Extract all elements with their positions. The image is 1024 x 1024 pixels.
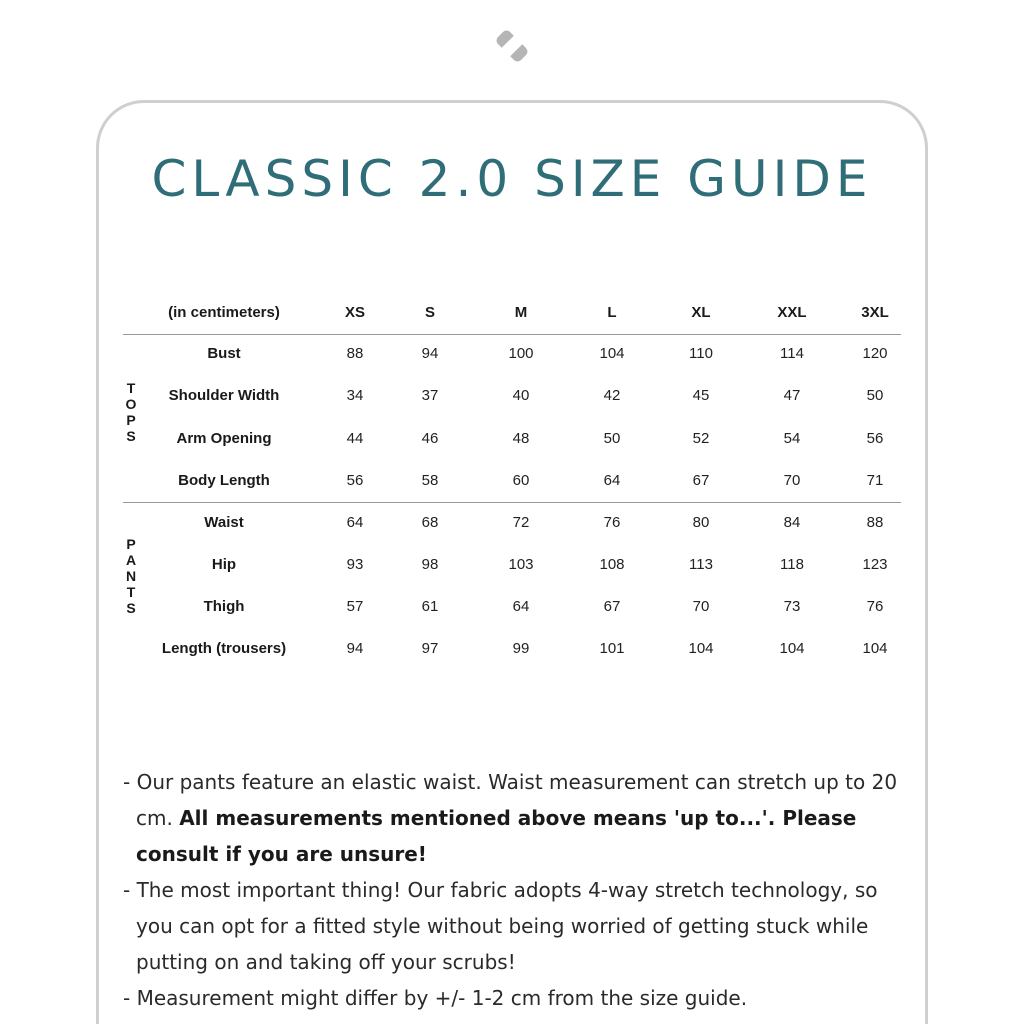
table-cell: 67 [603,598,621,615]
section-label-pants: PANTS [125,536,137,616]
size-header-xxl: XXL [777,304,807,321]
table-cell: 61 [421,598,439,615]
size-header-xl: XL [691,304,711,321]
table-cell: 44 [346,430,364,447]
table-cell: 70 [783,472,801,489]
row-label: Shoulder Width [168,387,280,404]
size-header-s: S [424,304,436,321]
table-cell: 88 [866,514,884,531]
table-cell: 98 [421,556,439,573]
table-cell: 113 [689,556,713,573]
table-cell: 100 [508,345,534,362]
table-cell: 72 [512,514,530,531]
table-cell: 80 [692,514,710,531]
table-cell: 47 [783,387,801,404]
table-cell: 71 [866,472,884,489]
table-cell: 73 [783,598,801,615]
table-cell: 64 [512,598,530,615]
table-cell: 118 [780,556,804,573]
table-cell: 70 [692,598,710,615]
table-cell: 94 [421,345,439,362]
table-cell: 108 [599,556,625,573]
notes-section [123,764,923,1016]
table-cell: 84 [783,514,801,531]
table-cell: 45 [692,387,710,404]
section-label-tops: TOPS [125,380,137,444]
note-elastic-waist [123,764,926,872]
note-elastic-waist-bold: All measurements mentioned above means 'up to...'. Please consult if you are unsure! [136,806,857,866]
unit-label: (in centimeters) [168,304,280,321]
table-cell: 54 [783,430,801,447]
size-header-l: L [607,304,617,321]
table-cell: 42 [603,387,621,404]
note-fabric-stretch: - The most important thing! Our fabric adopts 4-way stretch technology, so you can opt for a fitted style without being worried of getting stuck while putting on and taking off your scrubs! [123,878,878,974]
table-cell: 110 [689,345,713,362]
table-cell: 76 [866,598,884,615]
section-divider [123,334,901,335]
table-cell: 68 [421,514,439,531]
section-divider [123,502,901,503]
table-cell: 64 [346,514,364,531]
table-cell: 60 [512,472,530,489]
size-header-m: M [514,304,528,321]
table-cell: 50 [603,430,621,447]
row-label: Body Length [178,472,270,489]
row-label: Hip [211,556,237,573]
table-cell: 56 [866,430,884,447]
page-title: CLASSIC 2.0 SIZE GUIDE [151,150,873,208]
table-cell: 123 [862,556,888,573]
size-header-xs: XS [344,304,366,321]
table-cell: 99 [512,640,530,657]
table-cell: 34 [346,387,364,404]
table-cell: 104 [688,640,714,657]
table-cell: 76 [603,514,621,531]
table-cell: 56 [346,472,364,489]
table-cell: 114 [780,345,804,362]
table-cell: 57 [346,598,364,615]
row-label: Thigh [203,598,245,615]
table-cell: 48 [512,430,530,447]
table-cell: 104 [779,640,805,657]
table-cell: 64 [603,472,621,489]
note-measurement-variance: - Measurement might differ by +/- 1-2 cm from the size guide. [123,986,748,1010]
row-label: Waist [204,514,244,531]
table-cell: 46 [421,430,439,447]
table-cell: 120 [862,345,888,362]
size-header-3xl: 3XL [861,304,889,321]
table-cell: 104 [599,345,625,362]
table-cell: 101 [599,640,625,657]
row-label: Length (trousers) [161,640,287,657]
table-cell: 97 [421,640,439,657]
table-cell: 40 [512,387,530,404]
table-cell: 94 [346,640,364,657]
note-elastic-waist-text: - Our pants feature an elastic waist. Waist measurement can stretch up to 20 cm. [123,770,898,830]
table-cell: 104 [862,640,888,657]
table-cell: 103 [508,556,534,573]
table-cell: 67 [692,472,710,489]
row-label: Arm Opening [176,430,272,447]
table-cell: 37 [421,387,439,404]
table-cell: 50 [866,387,884,404]
table-cell: 88 [346,345,364,362]
table-cell: 52 [692,430,710,447]
table-cell: 93 [346,556,364,573]
row-label: Bust [207,345,241,362]
table-cell: 58 [421,472,439,489]
diamond-logo-icon [492,26,532,66]
